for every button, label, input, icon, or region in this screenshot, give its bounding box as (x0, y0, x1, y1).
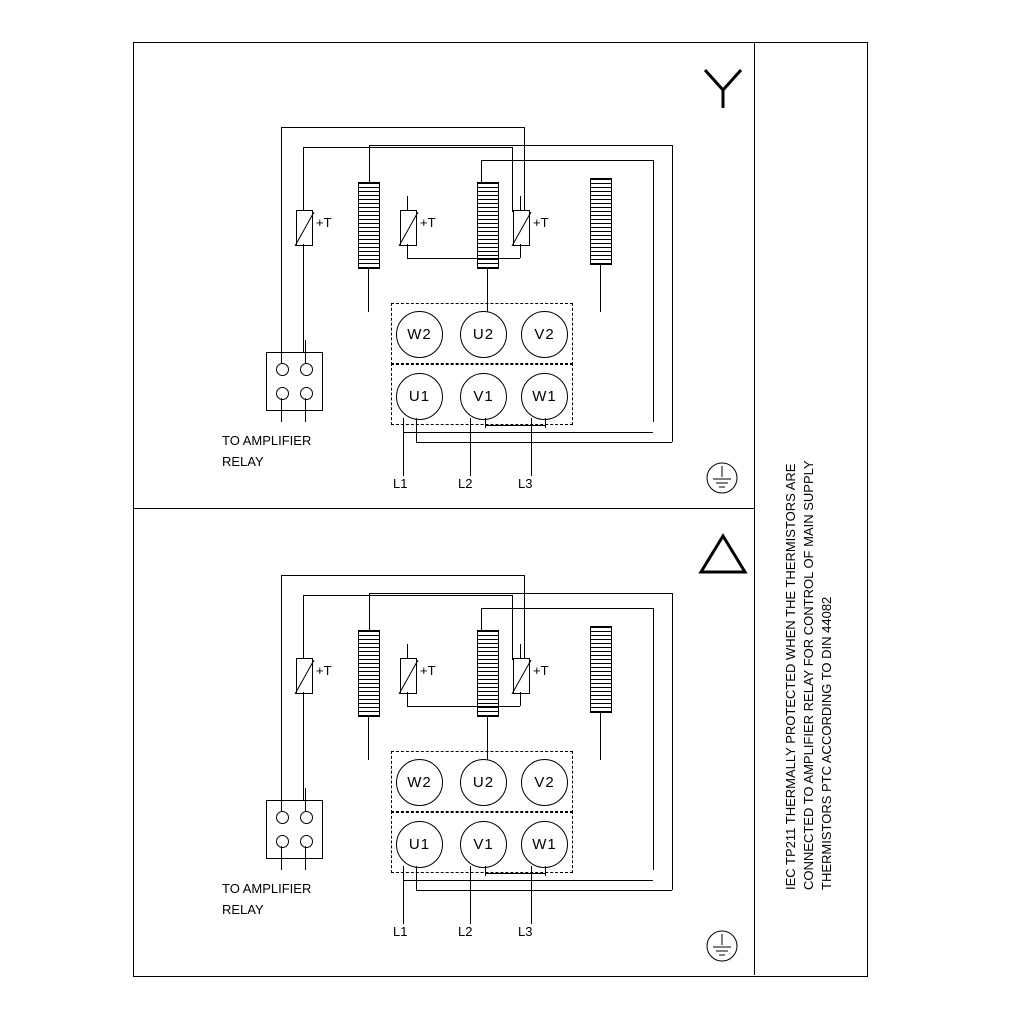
wye-symbol (697, 62, 749, 114)
amplifier-label-line1: TO AMPLIFIER (222, 433, 312, 448)
terminal-U1[interactable]: U1 (396, 373, 443, 420)
thermistor-1-label: +T (316, 215, 332, 230)
terminal-U2[interactable]: U2 (460, 311, 507, 358)
thermistor-3-label: +T (533, 215, 549, 230)
amplifier-connector-block (266, 800, 323, 859)
terminal-V1[interactable]: V1 (460, 373, 507, 420)
thermistor-2-label: +T (420, 215, 436, 230)
winding-coil-2 (477, 630, 499, 717)
terminal-W2[interactable]: W2 (396, 311, 443, 358)
amplifier-label-line2: RELAY (222, 902, 264, 917)
supply-label-L1: L1 (393, 924, 408, 939)
terminal-V2[interactable]: V2 (521, 311, 568, 358)
supply-label-L2: L2 (458, 924, 473, 939)
winding-coil-1 (358, 630, 380, 717)
winding-coil-1 (358, 182, 380, 269)
earth-ground-icon (700, 460, 744, 500)
supply-label-L1: L1 (393, 476, 408, 491)
supply-label-L2: L2 (458, 476, 473, 491)
terminal-U2[interactable]: U2 (460, 759, 507, 806)
terminal-V1[interactable]: V1 (460, 821, 507, 868)
side-note-line3: THERMISTORS PTC ACCORDING TO DIN 44082 (819, 596, 834, 890)
amplifier-connector-block (266, 352, 323, 411)
terminal-U1[interactable]: U1 (396, 821, 443, 868)
terminal-W1[interactable]: W1 (521, 373, 568, 420)
terminal-W2[interactable]: W2 (396, 759, 443, 806)
side-note-line1: IEC TP211 THERMALLY PROTECTED WHEN THE THERMISTORS ARE (783, 463, 798, 890)
amplifier-label-line2: RELAY (222, 454, 264, 469)
supply-label-L3: L3 (518, 924, 533, 939)
terminal-W1[interactable]: W1 (521, 821, 568, 868)
side-note-line2: CONNECTED TO AMPLIFIER RELAY FOR CONTROL OF MAIN SUPPLY (801, 460, 816, 890)
delta-symbol (695, 530, 751, 578)
terminal-V2[interactable]: V2 (521, 759, 568, 806)
winding-coil-3 (590, 178, 612, 265)
thermistor-1-label: +T (316, 663, 332, 678)
frame-divider-horizontal (133, 508, 755, 509)
thermistor-2-label: +T (420, 663, 436, 678)
winding-coil-2 (477, 182, 499, 269)
earth-ground-icon (700, 928, 744, 968)
winding-coil-3 (590, 626, 612, 713)
supply-label-L3: L3 (518, 476, 533, 491)
thermistor-3-label: +T (533, 663, 549, 678)
amplifier-label-line1: TO AMPLIFIER (222, 881, 312, 896)
